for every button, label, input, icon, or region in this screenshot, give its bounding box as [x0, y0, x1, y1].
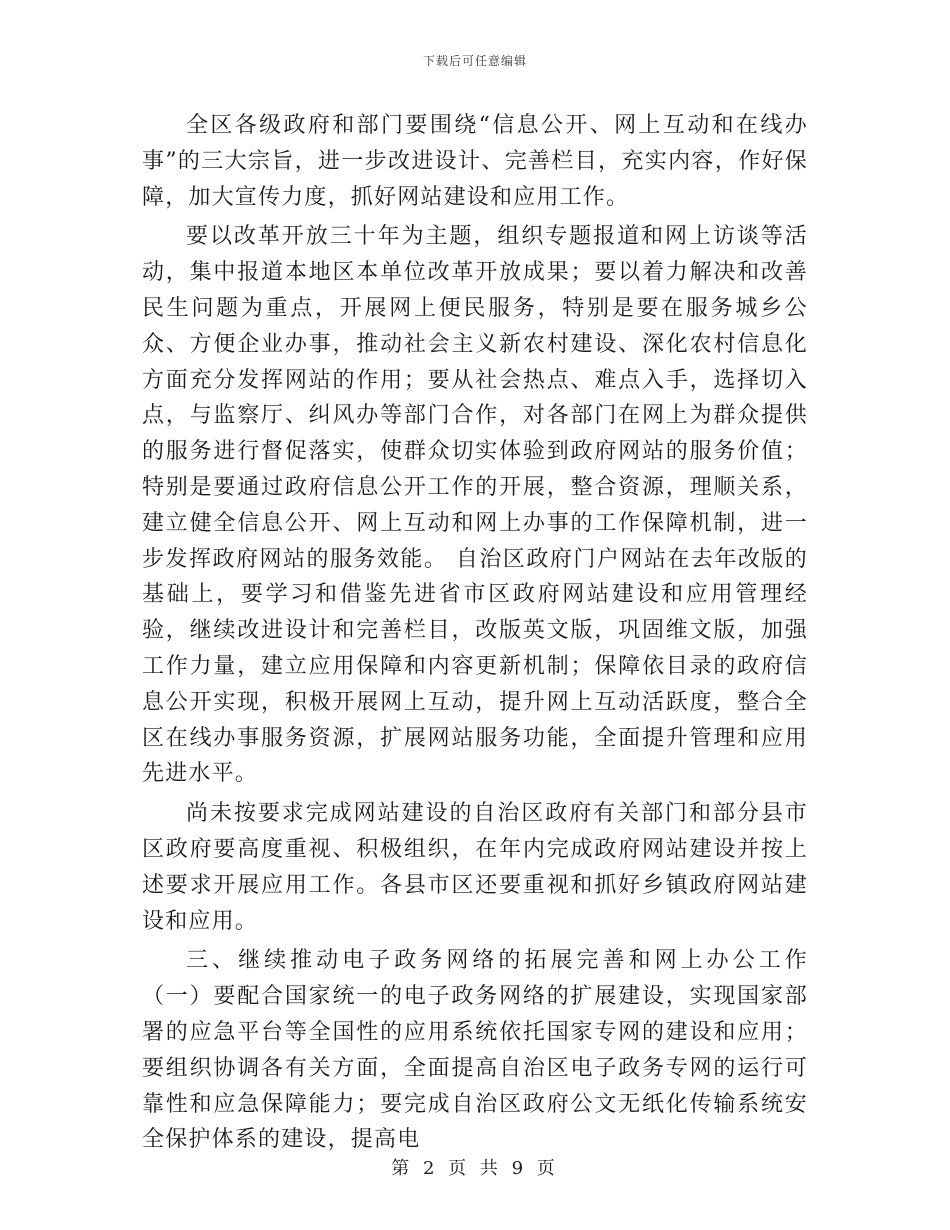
paragraph-4: 三、继续推动电子政务网络的拓展完善和网上办公工作 （一）要配合国家统一的电子政务网络的扩展建设，实现国家部署的应急平台等全国性的应用系统依托国家专网的建设和应用；要组织协调各有关方面，全面提高自治区电子政务专网的运行可靠性和应急保障能力；要完成自治区政府公文无纸化传输系统安全保护体系的建设，提高电: [142, 948, 808, 1153]
paragraph-2: 要以改革开放三十年为主题，组织专题报道和网上访谈等活动，集中报道本地区本单位改革开放成果；要以着力解决和改善民生问题为重点，开展网上便民服务，特别是要在服务城乡公众、方便企业办事，推动社会主义新农村建设、深化农村信息化方面充分发挥网站的作用；要从社会热点、难点入手，选择切入点，与监察厅、纠风办等部门合作，对各部门在网上为群众提供的服务进行督促落实，使群众切实体验到政府网站的服务价值；特别是要通过政府信息公开工作的开展，整合资源，理顺关系，建立健全信息公开、网上互动和网上办事的工作保障机制，进一步发挥政府网站的服务效能。 自治区政府门户网站在去年改版的基础上，要学习和借鉴先进省市区政府网站建设和应用管理经验，继续改进设计和完善栏目，改版英文版，巩固维文版，加强工作力量，建立应用保障和内容更新机制；保障依目录的政府信息公开实现，积极开展网上互动，提升网上互动活跃度，整合全区在线办事服务资源，扩展网站服务功能，全面提升管理和应用先进水平。: [142, 224, 808, 787]
page-number-footer: 第 2 页 共 9 页: [391, 1158, 559, 1179]
header-note: 下载后可任意编辑: [422, 54, 527, 68]
document-body: [142, 108, 808, 1162]
paragraph-1: 全区各级政府和部门要围绕“信息公开、网上互动和在线办事”的三大宗旨，进一步改进设计、完善栏目，充实内容，作好保障，加大宣传力度，抓好网站建设和应用工作。: [142, 113, 808, 210]
paragraph-3: 尚未按要求完成网站建设的自治区政府有关部门和部分县市区政府要高度重视、积极组织，在年内完成政府网站建设并按上述要求开展应用工作。各县市区还要重视和抓好乡镇政府网站建设和应用。: [142, 801, 808, 934]
